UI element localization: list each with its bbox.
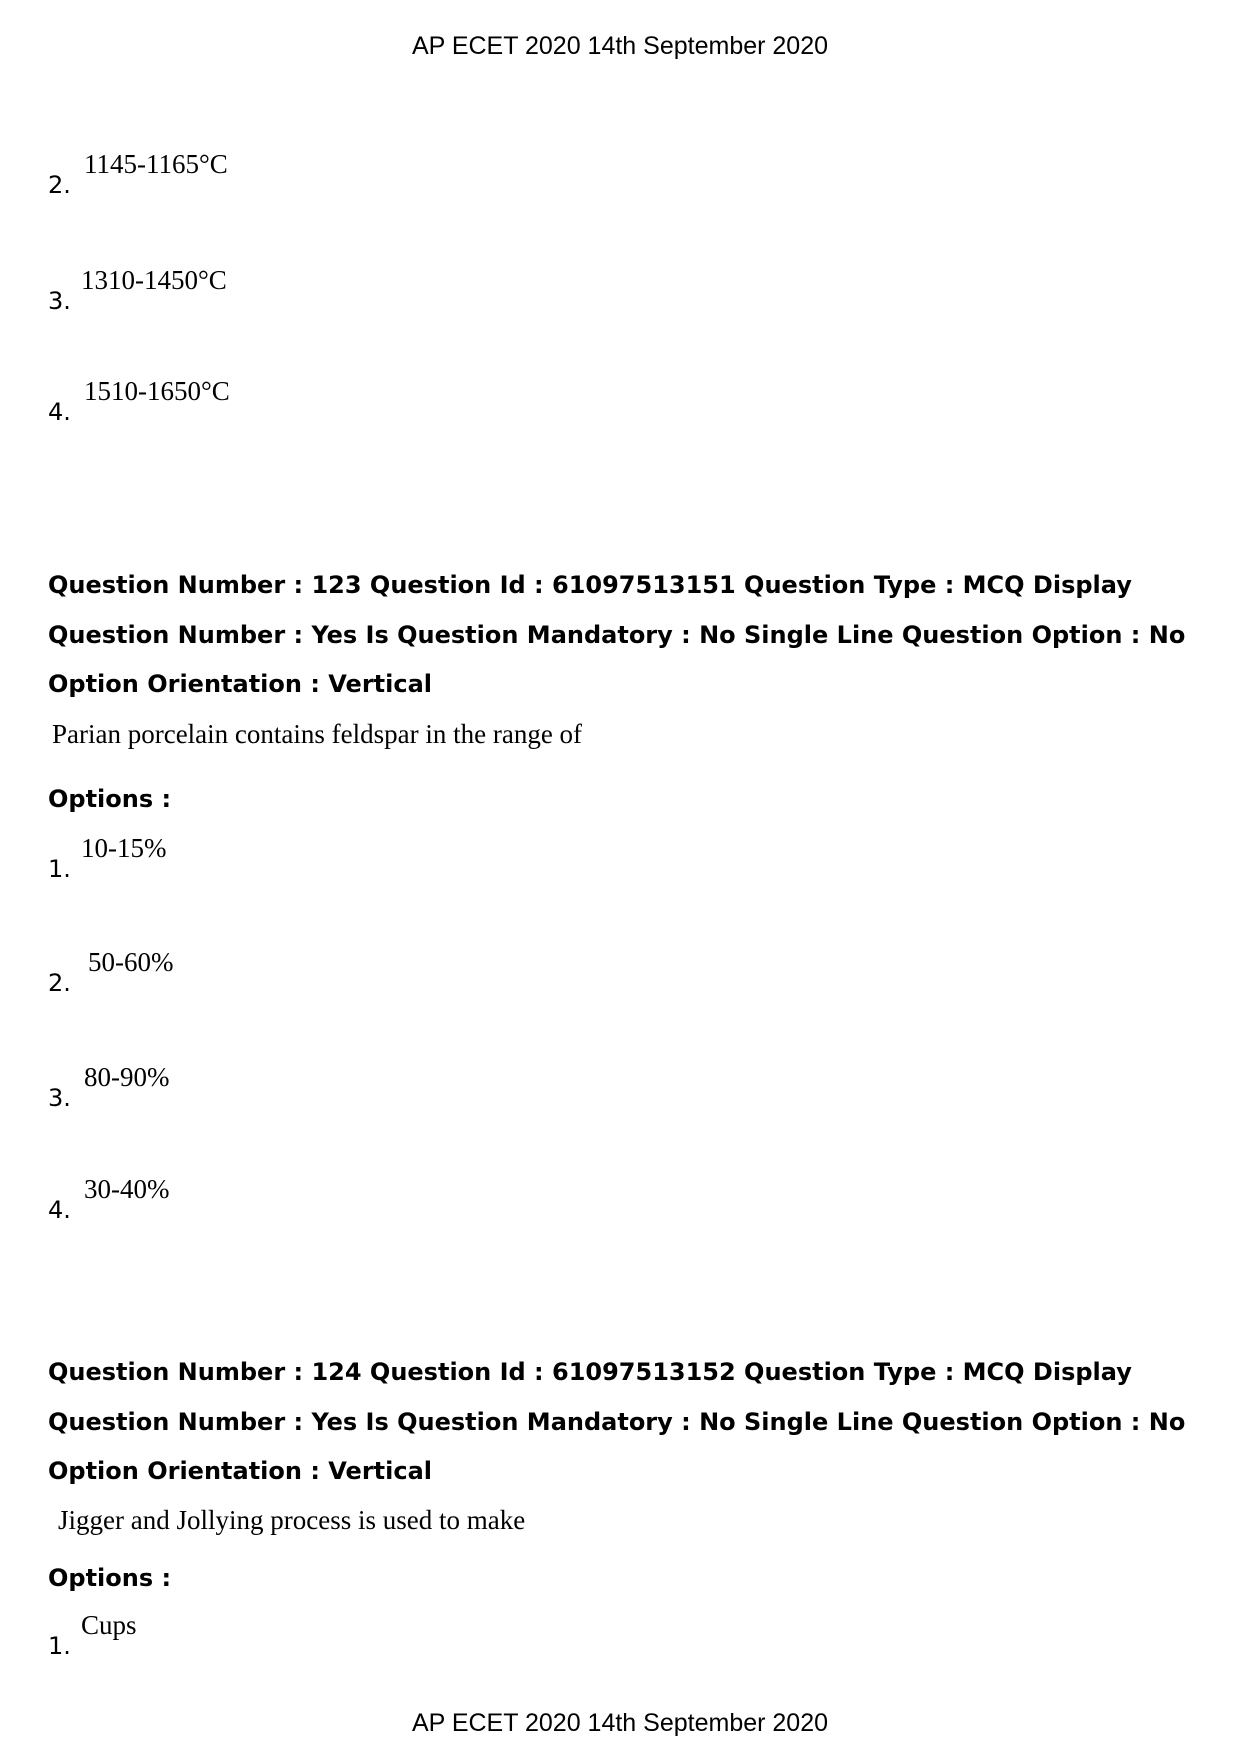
option-text: 10-15%	[81, 833, 167, 863]
option-number: 2.	[48, 969, 71, 997]
option-item	[48, 947, 648, 1007]
option-text: 30-40%	[84, 1174, 170, 1204]
option-item	[48, 833, 648, 893]
page-footer: AP ECET 2020 14th September 2020	[411, 1709, 829, 1737]
options-heading: Options :	[48, 785, 172, 813]
option-item	[48, 149, 648, 209]
question-text: Parian porcelain contains feldspar in the range of	[52, 719, 583, 749]
question-text: Jigger and Jollying process is used to make	[58, 1505, 526, 1535]
option-number: 3.	[48, 1084, 71, 1112]
option-text: 1310-1450°C	[81, 265, 227, 295]
option-text: Cups	[81, 1610, 137, 1640]
option-number: 1.	[48, 1632, 71, 1660]
option-text: 1510-1650°C	[84, 376, 230, 406]
option-item	[48, 376, 648, 436]
option-number: 2.	[48, 171, 71, 199]
option-number: 1.	[48, 855, 71, 883]
option-item	[48, 1174, 648, 1234]
option-text: 1145-1165°C	[84, 149, 228, 179]
option-text: 50-60%	[88, 947, 174, 977]
question-meta: Question Number : 124 Question Id : 61097513152 Question Type : MCQ Display Question Number : Yes Is Question Mandatory : No Single Line Question Option : No Option Orientation : Vertical	[48, 1358, 1186, 1485]
option-number: 4.	[48, 1196, 71, 1224]
option-item	[48, 1610, 648, 1670]
options-heading: Options :	[48, 1564, 172, 1592]
option-item	[48, 265, 648, 325]
question-meta: Question Number : 123 Question Id : 61097513151 Question Type : MCQ Display Question Number : Yes Is Question Mandatory : No Single Line Question Option : No Option Orientation : Vertical	[48, 571, 1186, 698]
option-text: 80-90%	[84, 1062, 170, 1092]
page-header: AP ECET 2020 14th September 2020	[411, 32, 829, 60]
option-item	[48, 1062, 648, 1122]
option-number: 3.	[48, 287, 71, 315]
option-number: 4.	[48, 398, 71, 426]
